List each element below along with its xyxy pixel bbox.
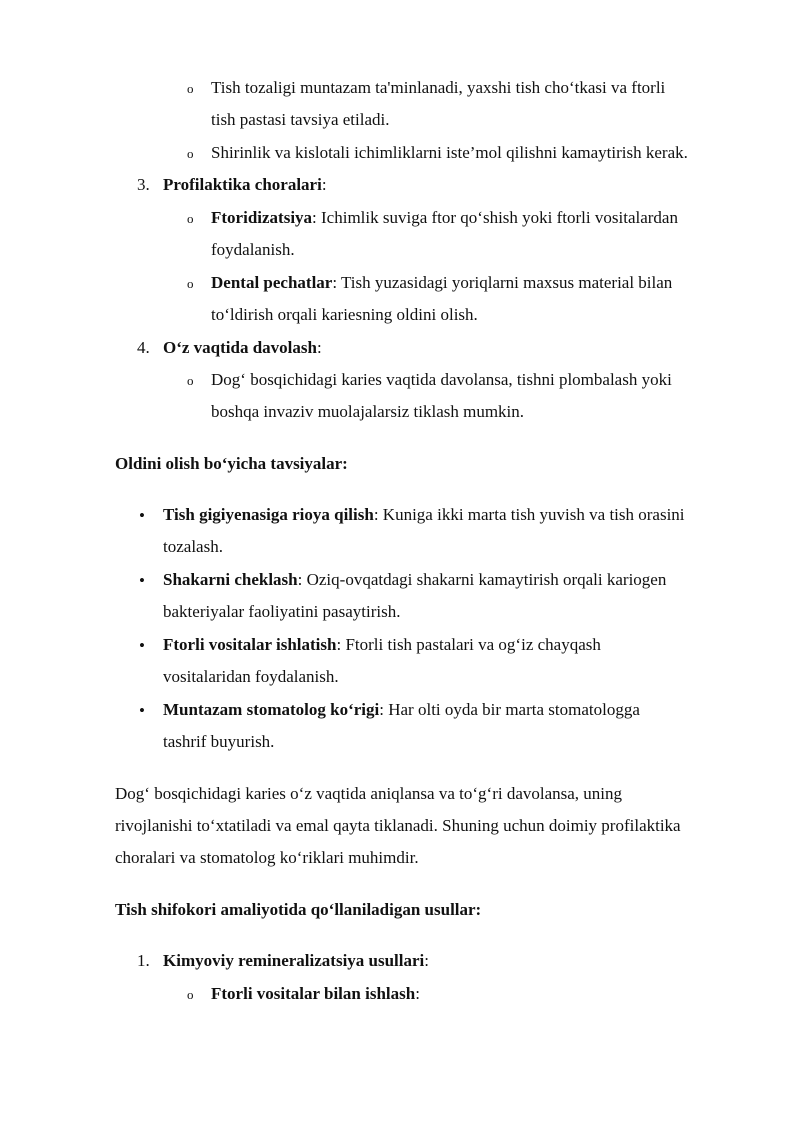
bullet-bold: Shakarni cheklash xyxy=(163,570,298,589)
sub-bullet-text xyxy=(211,983,420,1005)
list-heading-rest: : xyxy=(321,175,327,194)
sub-bullet-text: Shirinlik va kislotali ichimliklarni iste’mol qilishni kamaytirish kerak. xyxy=(211,143,688,162)
sub-bullet-rest: : Ichimlik suviga ftor qo‘shish yoki ftorli vositalardan xyxy=(312,208,678,227)
bullet-text xyxy=(163,569,666,591)
section-title: Oldini olish bo‘yicha tavsiyalar: xyxy=(115,454,348,473)
list-number: 3. xyxy=(137,175,150,194)
sub-bullet-bold: Ftoridizatsiya xyxy=(211,208,313,227)
sub-bullet-marker: o xyxy=(187,373,194,388)
sub-bullet-text xyxy=(211,207,678,229)
bullet-bold: Muntazam stomatolog ko‘rigi xyxy=(163,700,380,719)
sub-bullet-bold: Dental pechatlar xyxy=(211,273,333,292)
sub-bullet-bold: Ftorli vositalar bilan ishlash xyxy=(211,984,416,1003)
bullet-rest: : Kuniga ikki marta tish yuvish va tish orasini xyxy=(373,505,685,524)
paragraph-line: choralari va stomatolog ko‘riklari muhimdir. xyxy=(115,848,419,867)
bullet-text xyxy=(163,699,640,721)
sub-bullet-text: to‘ldirish orqali kariesning oldini olish. xyxy=(211,305,478,324)
list-number: 1. xyxy=(137,951,150,970)
list-heading-rest: : xyxy=(424,951,430,970)
list-heading xyxy=(163,174,327,196)
bullet-marker: • xyxy=(139,506,145,525)
bullet-text: vositalaridan foydalanish. xyxy=(163,667,339,686)
sub-bullet-text: tish pastasi tavsiya etiladi. xyxy=(211,110,390,129)
list-heading-rest: : xyxy=(316,338,322,357)
list-heading-bold: O‘z vaqtida davolash xyxy=(163,338,317,357)
sub-bullet-rest: : Tish yuzasidagi yoriqlarni maxsus material bilan xyxy=(332,273,673,292)
sub-bullet-marker: o xyxy=(187,146,194,161)
sub-bullet-marker: o xyxy=(187,276,194,291)
sub-bullet-text: foydalanish. xyxy=(211,240,295,259)
bullet-marker: • xyxy=(139,571,145,590)
list-heading xyxy=(163,337,322,359)
sub-bullet-text: Tish tozaligi muntazam ta'minlanadi, yaxshi tish cho‘tkasi va ftorli xyxy=(211,78,666,97)
section-title: Tish shifokori amaliyotida qo‘llaniladigan usullar: xyxy=(115,900,482,919)
sub-bullet-text xyxy=(211,272,672,294)
bullet-marker: • xyxy=(139,636,145,655)
paragraph-line: Dog‘ bosqichidagi karies o‘z vaqtida aniqlansa va to‘g‘ri davolansa, uning xyxy=(115,784,623,803)
sub-bullet-marker: o xyxy=(187,81,194,96)
bullet-rest: : Oziq-ovqatdagi shakarni kamaytirish orqali kariogen xyxy=(297,570,667,589)
bullet-rest: : Har olti oyda bir marta stomatologga xyxy=(379,700,640,719)
paragraph-line: rivojlanishi to‘xtatiladi va emal qayta tiklanadi. Shuning uchun doimiy profilaktika xyxy=(115,816,681,835)
bullet-marker: • xyxy=(139,701,145,720)
sub-bullet-rest: : xyxy=(415,984,420,1003)
sub-bullet-text: boshqa invaziv muolajalarsiz tiklash mumkin. xyxy=(211,402,525,421)
bullet-bold: Tish gigiyenasiga rioya qilish xyxy=(163,505,374,524)
bullet-text xyxy=(163,504,685,526)
bullet-bold: Ftorli vositalar ishlatish xyxy=(163,635,337,654)
sub-bullet-text: Dog‘ bosqichidagi karies vaqtida davolansa, tishni plombalash yoki xyxy=(211,370,672,389)
bullet-text xyxy=(163,634,601,656)
list-heading xyxy=(163,950,429,972)
sub-bullet-marker: o xyxy=(187,987,194,1002)
bullet-rest: : Ftorli tish pastalari va og‘iz chayqash xyxy=(336,635,601,654)
list-number: 4. xyxy=(137,338,150,357)
list-heading-bold: Profilaktika choralari xyxy=(163,175,322,194)
sub-bullet-marker: o xyxy=(187,211,194,226)
bullet-text: bakteriyalar faoliyatini pasaytirish. xyxy=(163,602,401,621)
bullet-text: tashrif buyurish. xyxy=(163,732,275,751)
bullet-text: tozalash. xyxy=(163,537,223,556)
list-heading-bold: Kimyoviy remineralizatsiya usullari xyxy=(163,951,425,970)
